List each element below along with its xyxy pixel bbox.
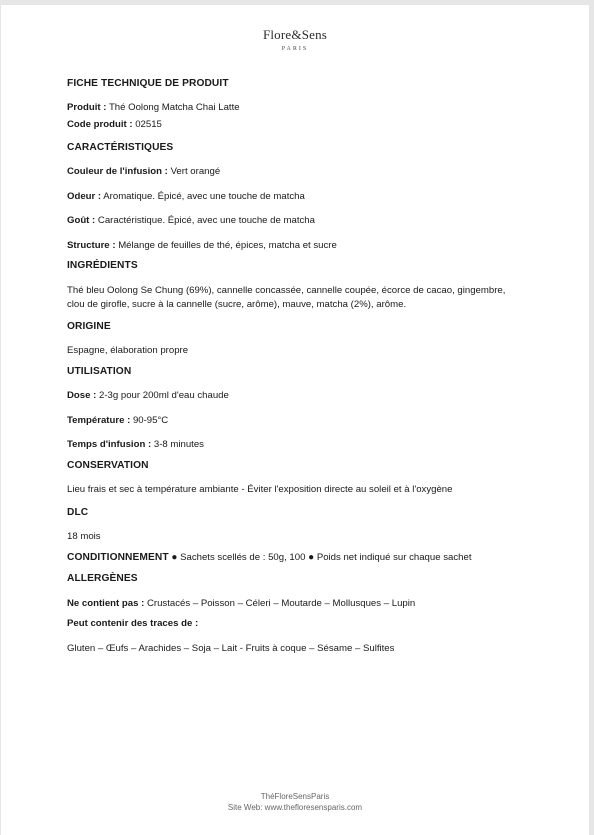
caracteristique-value: Aromatique. Épicé, avec une touche de matcha — [103, 190, 305, 202]
caracteristique-row — [67, 239, 517, 254]
conservation-text: Lieu frais et sec à température ambiante - Éviter l'exposition directe au soleil et à l'oxygène — [67, 484, 453, 495]
caracteristique-label: Goût : — [67, 215, 96, 226]
allergenes-contains-value: Crustacés – Poisson – Céleri – Moutarde – Mollusques – Lupin — [146, 597, 416, 609]
product-name-value: Thé Oolong Matcha Chai Latte — [108, 101, 240, 113]
caracteristique-label: Structure : — [67, 239, 116, 251]
section-heading-ingredients: INGRÉDIENTS — [67, 260, 138, 271]
allergenes-contains-row — [67, 597, 517, 612]
bullet-icon: ● — [171, 551, 178, 563]
utilisation-value: 3-8 minutes — [153, 439, 204, 450]
caracteristique-value: Mélange de feuilles de thé, épices, matcha et sucre — [118, 239, 337, 251]
allergenes-traces-label: Peut contenir des traces de : — [67, 618, 199, 629]
product-name-label: Produit : — [67, 101, 107, 113]
utilisation-row — [67, 438, 517, 453]
utilisation-value: 90-95°C — [132, 414, 169, 426]
conditionnement-part1: Sachets scellés de : 50g, 100 — [180, 551, 306, 563]
caracteristique-row — [67, 190, 517, 205]
section-heading-allergenes: ALLERGÈNES — [67, 573, 138, 584]
caracteristique-label: Odeur : — [67, 190, 102, 202]
product-code-value: 02515 — [135, 119, 162, 130]
utilisation-row — [67, 389, 517, 404]
caracteristique-row — [67, 165, 517, 180]
section-heading-conditionnement: CONDITIONNEMENT — [67, 551, 169, 563]
product-name-row — [67, 101, 517, 116]
origine-text: Espagne, élaboration propre — [67, 345, 189, 356]
caracteristique-row — [67, 214, 517, 229]
conditionnement-part2: Poids net indiqué sur chaque sachet — [316, 551, 472, 563]
allergenes-traces-value: Gluten – Œufs – Arachides – Soja – Lait - Fruits à coque – Sésame – Sulfites — [67, 642, 395, 654]
caracteristique-value: Vert orangé — [170, 166, 221, 177]
section-heading-conservation: CONSERVATION — [67, 459, 149, 471]
footer-brand: ThéFloreSensParis — [260, 792, 330, 801]
brand-name: Flore&Sens — [262, 27, 328, 42]
conditionnement-block — [67, 551, 517, 566]
dlc-text: 18 mois — [67, 531, 101, 542]
brand-city: PARIS — [281, 46, 309, 52]
caracteristique-label: Couleur de l'infusion : — [67, 166, 168, 177]
caracteristique-value: Caractéristique. Épicé, avec une touche de matcha — [97, 215, 315, 226]
section-heading-dlc: DLC — [67, 506, 89, 518]
bullet-icon: ● — [308, 551, 315, 563]
document-title: FICHE TECHNIQUE DE PRODUIT — [67, 78, 229, 89]
document-page — [1, 5, 589, 835]
utilisation-row — [67, 414, 517, 429]
ingredients-text: Thé bleu Oolong Se Chung (69%), cannelle concassée, cannelle coupée, écorce de cacao, gingembre, clou de girofle, sucre à la cannelle (sucre, arôme), mauve, matcha (2%), arôme. — [67, 284, 506, 310]
allergenes-contains-label: Ne contient pas : — [67, 597, 145, 609]
footer-website: Site Web: www.thefloresensparis.com — [227, 803, 363, 812]
section-heading-caracteristiques: CARACTÉRISTIQUES — [67, 141, 174, 153]
utilisation-label: Température : — [67, 414, 131, 426]
section-heading-utilisation: UTILISATION — [67, 365, 132, 377]
brand-logo — [1, 27, 589, 52]
utilisation-label: Dose : — [67, 390, 97, 401]
product-code-label: Code produit : — [67, 119, 133, 130]
utilisation-label: Temps d'infusion : — [67, 439, 152, 450]
section-heading-origine: ORIGINE — [67, 320, 111, 332]
product-code-row — [67, 118, 517, 133]
page-footer — [1, 791, 589, 813]
document-content — [67, 77, 517, 656]
utilisation-value: 2-3g pour 200ml d'eau chaude — [99, 390, 229, 401]
